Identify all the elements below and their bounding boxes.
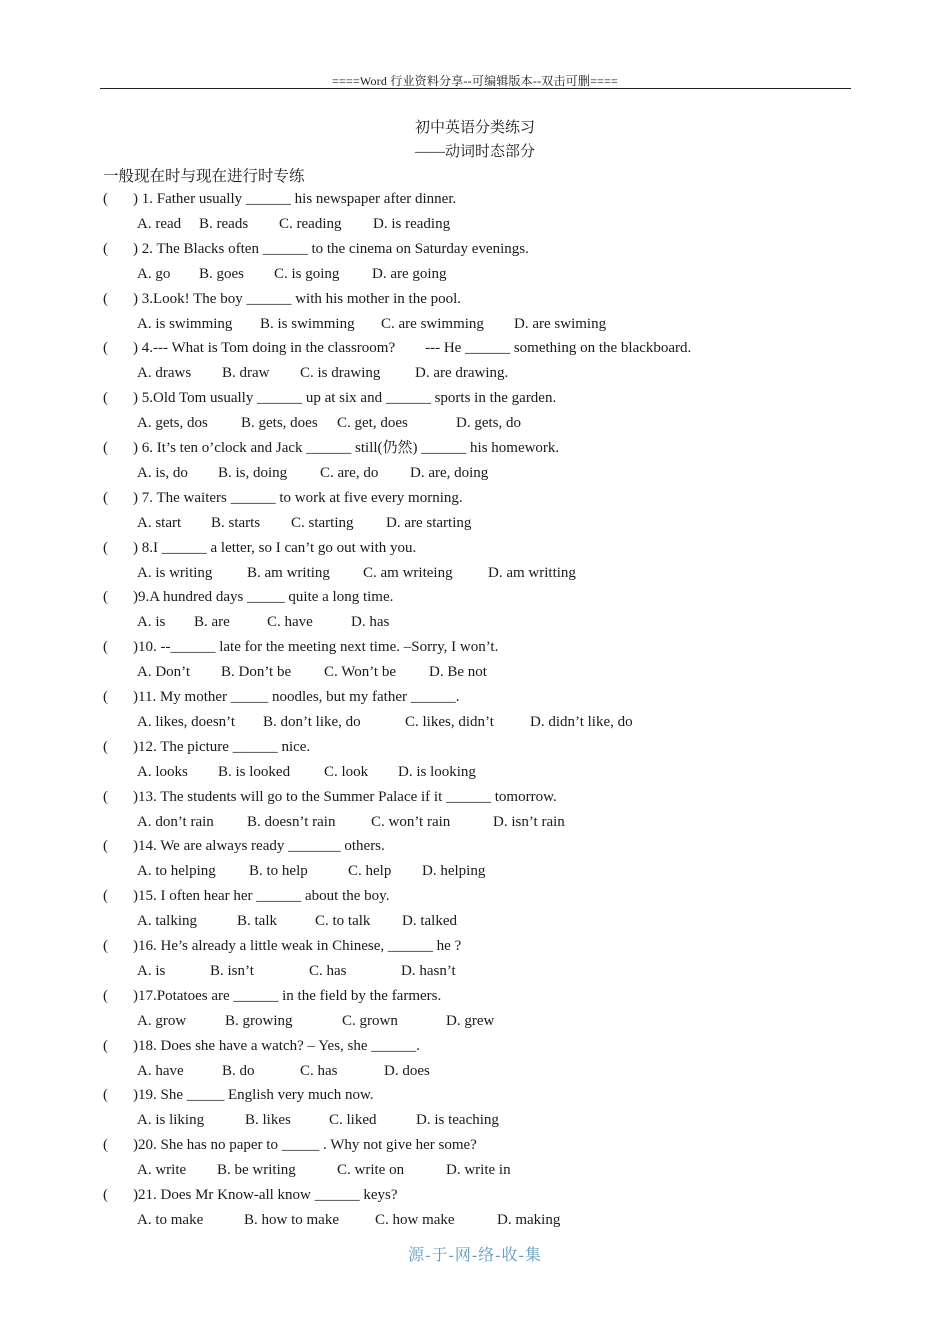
- option-row: [103, 1059, 863, 1084]
- question-item: [103, 585, 863, 635]
- option-a: A. is swimming: [137, 315, 233, 332]
- option-a: A. have: [137, 1062, 184, 1079]
- question-line: [103, 287, 863, 312]
- option-row: [103, 909, 863, 934]
- question-stem: )18. Does she have a watch? – Yes, she ______.: [133, 1037, 421, 1054]
- option-row: [103, 810, 863, 835]
- question-item: [103, 386, 863, 436]
- question-item: [103, 1133, 863, 1183]
- option-row: [103, 561, 863, 586]
- option-a: A. grow: [137, 1012, 187, 1029]
- option-b: B. don’t like, do: [263, 713, 361, 730]
- option-c: C. has: [300, 1062, 338, 1079]
- option-d: D. gets, do: [456, 415, 521, 432]
- option-row: [103, 361, 863, 386]
- question-item: [103, 685, 863, 735]
- question-stem: )16. He’s already a little weak in Chinese, ______ he ?: [133, 937, 462, 954]
- option-row: [103, 760, 863, 785]
- option-d: D. is teaching: [416, 1112, 499, 1129]
- question-stem: ) 6. It’s ten o’clock and Jack ______ still(仍然) ______ his homework.: [133, 439, 560, 456]
- page-header: ====Word 行业资料分享--可编辑版本--双击可删====: [332, 74, 618, 88]
- question-stem: )15. I often hear her ______ about the boy.: [133, 888, 390, 905]
- answer-paren: (: [103, 688, 108, 705]
- option-row: [103, 461, 863, 486]
- question-stem: )14. We are always ready _______ others.: [133, 838, 385, 855]
- document-subtitle: ——动词时态部分: [414, 144, 535, 160]
- option-c: C. has: [309, 962, 347, 979]
- question-line: [103, 685, 863, 710]
- option-d: D. are swiming: [514, 315, 607, 332]
- option-d: D. am writting: [488, 564, 576, 581]
- option-c: C. am writeing: [363, 564, 453, 581]
- option-c: C. likes, didn’t: [405, 713, 494, 730]
- question-line: [103, 1083, 863, 1108]
- question-line: [103, 237, 863, 262]
- option-d: D. are drawing.: [415, 365, 509, 382]
- question-item: [103, 1083, 863, 1133]
- option-d: D. are going: [372, 265, 447, 282]
- question-stem: ) 2. The Blacks often ______ to the cinema on Saturday evenings.: [133, 240, 529, 257]
- question-list: [103, 187, 863, 1233]
- question-line: [103, 336, 863, 361]
- answer-paren: (: [103, 390, 108, 407]
- option-c: C. starting: [291, 514, 354, 531]
- question-line: [103, 536, 863, 561]
- option-b: B. how to make: [244, 1211, 339, 1228]
- option-row: [103, 610, 863, 635]
- answer-paren: (: [103, 340, 108, 357]
- option-row: [103, 1158, 863, 1183]
- answer-paren: (: [103, 240, 108, 257]
- option-b: B. growing: [225, 1012, 293, 1029]
- option-a: A. go: [137, 265, 171, 282]
- option-d: D. Be not: [429, 664, 487, 681]
- answer-paren: (: [103, 191, 108, 207]
- question-stem: )12. The picture ______ nice.: [133, 738, 311, 755]
- option-b: B. is swimming: [260, 315, 355, 332]
- page-footer: 源-于-网-络-收-集: [408, 1247, 542, 1264]
- option-c: C. are, do: [320, 464, 379, 481]
- answer-paren: (: [103, 987, 108, 1004]
- answer-paren: (: [103, 290, 108, 307]
- question-item: [103, 287, 863, 337]
- question-line: [103, 984, 863, 1009]
- option-d: D. talked: [402, 913, 457, 930]
- question-stem: ) 1. Father usually ______ his newspaper after dinner.: [133, 191, 457, 207]
- option-b: B. talk: [237, 913, 277, 930]
- question-line: [103, 386, 863, 411]
- option-a: A. start: [137, 514, 182, 531]
- question-item: [103, 486, 863, 536]
- option-b: B. starts: [211, 514, 261, 531]
- header-rule: [100, 88, 851, 89]
- option-b: B. likes: [245, 1112, 291, 1129]
- option-c: C. reading: [279, 216, 342, 232]
- option-c: C. have: [267, 614, 313, 631]
- question-item: [103, 884, 863, 934]
- question-item: [103, 635, 863, 685]
- option-c: C. Won’t be: [324, 664, 396, 681]
- option-a: A. is: [137, 962, 166, 979]
- option-c: C. is going: [274, 265, 340, 282]
- answer-paren: (: [103, 1186, 108, 1203]
- question-stem: ) 5.Old Tom usually ______ up at six and ______ sports in the garden.: [133, 390, 557, 407]
- answer-paren: (: [103, 1037, 108, 1054]
- option-row: [103, 511, 863, 536]
- option-a: A. is liking: [137, 1112, 205, 1129]
- answer-paren: (: [103, 539, 108, 556]
- answer-paren: (: [103, 589, 108, 606]
- option-d: D. hasn’t: [401, 962, 456, 979]
- question-stem: )21. Does Mr Know-all know ______ keys?: [133, 1186, 398, 1203]
- question-line: [103, 785, 863, 810]
- option-row: [103, 959, 863, 984]
- option-b: B. goes: [199, 265, 244, 282]
- option-b: B. be writing: [217, 1162, 296, 1179]
- question-line: [103, 834, 863, 859]
- answer-paren: (: [103, 888, 108, 905]
- question-line: [103, 635, 863, 660]
- answer-paren: (: [103, 639, 108, 656]
- question-item: [103, 934, 863, 984]
- answer-paren: (: [103, 937, 108, 954]
- option-d: D. are, doing: [410, 464, 489, 481]
- option-b: B. gets, does: [241, 415, 318, 432]
- option-b: B. isn’t: [210, 962, 254, 979]
- option-c: C. won’t rain: [371, 813, 451, 830]
- question-stem: ) 7. The waiters ______ to work at five every morning.: [133, 489, 463, 506]
- option-a: A. to helping: [137, 863, 216, 880]
- question-stem: )13. The students will go to the Summer Palace if it ______ tomorrow.: [133, 788, 557, 805]
- option-d: D. has: [351, 614, 390, 631]
- question-stem: )20. She has no paper to _____ . Why not give her some?: [133, 1137, 477, 1154]
- question-item: [103, 984, 863, 1034]
- option-c: C. grown: [342, 1012, 398, 1029]
- option-d: D. are starting: [386, 514, 472, 531]
- option-b: B. reads: [199, 216, 249, 232]
- question-stem: ) 3.Look! The boy ______ with his mother in the pool.: [133, 290, 462, 307]
- question-item: [103, 834, 863, 884]
- option-b: B. is looked: [218, 763, 291, 780]
- option-b: B. am writing: [247, 564, 330, 581]
- option-c: C. help: [348, 863, 392, 880]
- answer-paren: (: [103, 1087, 108, 1104]
- answer-paren: (: [103, 1137, 108, 1154]
- option-c: C. are swimming: [381, 315, 484, 332]
- option-b: B. do: [222, 1062, 255, 1079]
- question-item: [103, 785, 863, 835]
- option-c: C. get, does: [337, 415, 408, 432]
- option-row: [103, 710, 863, 735]
- question-line: [103, 585, 863, 610]
- option-c: C. to talk: [315, 913, 371, 930]
- question-line: [103, 436, 863, 461]
- question-line: [103, 735, 863, 760]
- option-a: A. is writing: [137, 564, 213, 581]
- question-item: [103, 536, 863, 586]
- option-a: A. don’t rain: [137, 813, 214, 830]
- question-item: [103, 735, 863, 785]
- option-a: A. likes, doesn’t: [137, 713, 236, 730]
- option-d: D. is reading: [373, 216, 451, 232]
- option-b: B. to help: [249, 863, 308, 880]
- option-row: [103, 660, 863, 685]
- option-a: A. looks: [137, 763, 188, 780]
- answer-paren: (: [103, 439, 108, 456]
- question-stem: )9.A hundred days _____ quite a long time.: [133, 589, 394, 606]
- option-a: A. Don’t: [137, 664, 191, 681]
- question-item: [103, 336, 863, 386]
- question-stem: )10. --______ late for the meeting next time. –Sorry, I won’t.: [133, 639, 499, 656]
- question-stem: ) 4.--- What is Tom doing in the classroom? --- He ______ something on the blackboard.: [133, 340, 692, 357]
- option-d: D. grew: [446, 1012, 495, 1029]
- option-c: C. liked: [329, 1112, 377, 1129]
- question-item: [103, 1034, 863, 1084]
- question-line: [103, 934, 863, 959]
- option-a: A. is, do: [137, 464, 188, 481]
- option-b: B. are: [194, 614, 230, 631]
- question-line: [103, 884, 863, 909]
- option-d: D. making: [497, 1211, 561, 1228]
- option-d: D. helping: [422, 863, 486, 880]
- option-a: A. is: [137, 614, 166, 631]
- option-row: [103, 212, 863, 237]
- question-item: [103, 436, 863, 486]
- option-d: D. isn’t rain: [493, 813, 565, 830]
- option-row: [103, 262, 863, 287]
- answer-paren: (: [103, 788, 108, 805]
- option-b: B. Don’t be: [221, 664, 292, 681]
- option-a: A. gets, dos: [137, 415, 208, 432]
- option-b: B. doesn’t rain: [247, 813, 336, 830]
- question-item: [103, 237, 863, 287]
- question-stem: )17.Potatoes are ______ in the field by the farmers.: [133, 987, 442, 1004]
- answer-paren: (: [103, 838, 108, 855]
- question-item: [103, 187, 863, 237]
- option-row: [103, 1208, 863, 1233]
- question-line: [103, 486, 863, 511]
- question-stem: )11. My mother _____ noodles, but my father ______.: [133, 688, 460, 705]
- option-b: B. is, doing: [218, 464, 288, 481]
- answer-paren: (: [103, 489, 108, 506]
- question-stem: )19. She _____ English very much now.: [133, 1087, 374, 1104]
- option-row: [103, 312, 863, 337]
- question-line: [103, 1034, 863, 1059]
- option-a: A. read: [137, 216, 182, 232]
- option-a: A. draws: [137, 365, 192, 382]
- option-c: C. is drawing: [300, 365, 381, 382]
- option-d: D. write in: [446, 1162, 511, 1179]
- option-c: C. look: [324, 763, 369, 780]
- option-a: A. write: [137, 1162, 187, 1179]
- option-row: [103, 411, 863, 436]
- option-row: [103, 1009, 863, 1034]
- option-a: A. talking: [137, 913, 197, 930]
- question-line: [103, 1183, 863, 1208]
- question-line: [103, 1133, 863, 1158]
- question-item: [103, 1183, 863, 1233]
- option-row: [103, 859, 863, 884]
- question-stem: ) 8.I ______ a letter, so I can’t go out with you.: [133, 539, 417, 556]
- option-c: C. how make: [375, 1211, 455, 1228]
- option-a: A. to make: [137, 1211, 204, 1228]
- option-row: [103, 1108, 863, 1133]
- option-c: C. write on: [337, 1162, 405, 1179]
- option-d: D. didn’t like, do: [530, 713, 633, 730]
- section-heading: 一般现在时与现在进行时专练: [103, 168, 305, 185]
- option-d: D. does: [384, 1062, 430, 1079]
- option-d: D. is looking: [398, 763, 476, 780]
- answer-paren: (: [103, 738, 108, 755]
- option-b: B. draw: [222, 365, 270, 382]
- document-title: 初中英语分类练习: [414, 120, 535, 136]
- question-line: [103, 187, 863, 212]
